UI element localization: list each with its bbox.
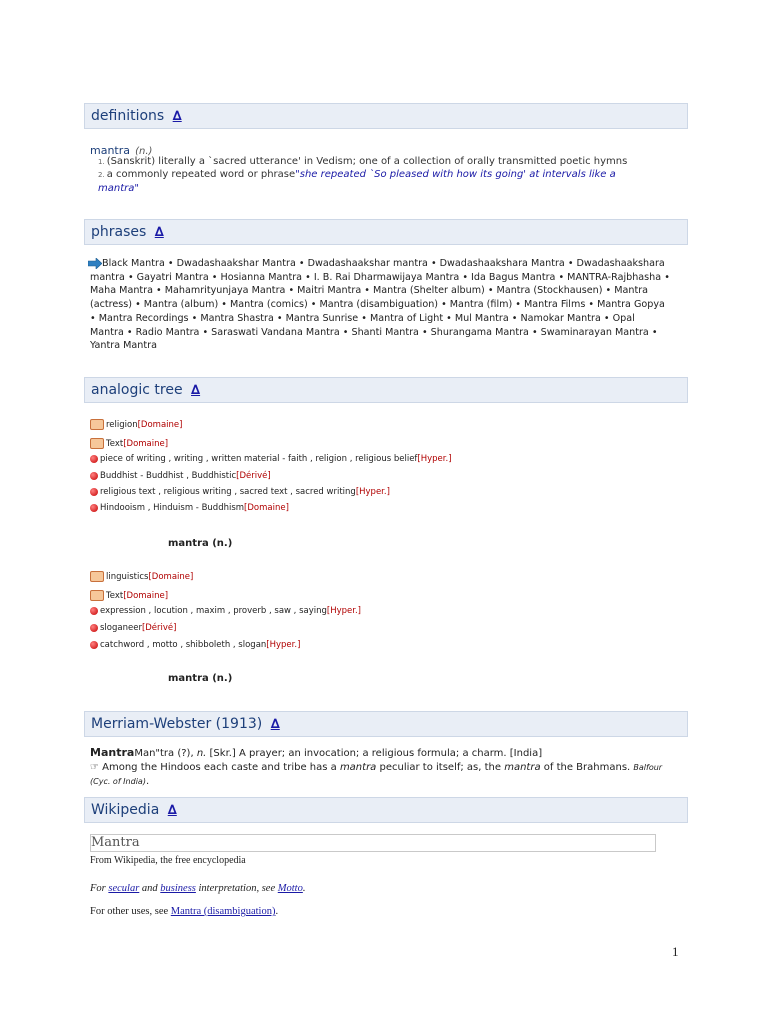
folder-icon bbox=[90, 571, 104, 582]
definition-item bbox=[98, 168, 658, 195]
mw-source: Balfour (Cyc. of India) bbox=[90, 763, 663, 786]
up-arrow-link[interactable]: ∆ bbox=[154, 225, 164, 240]
mw-pronunciation: Man"tra (?), bbox=[134, 748, 197, 759]
folder-icon bbox=[90, 590, 104, 601]
tree-row[interactable]: religion[Domaine] bbox=[90, 418, 182, 432]
section-header-definitions bbox=[84, 103, 688, 129]
section-title: Merriam-Webster (1913) bbox=[91, 716, 263, 732]
page-number: 1 bbox=[672, 944, 679, 959]
tree-center-word: mantra (n.) bbox=[168, 538, 233, 549]
headword: mantra bbox=[90, 144, 131, 157]
tree-row[interactable]: sloganeer[Dérivé] bbox=[90, 621, 176, 635]
business-link[interactable]: business bbox=[160, 883, 196, 894]
mw-headword: Mantra bbox=[90, 746, 135, 759]
section-header-analogic-tree bbox=[84, 377, 688, 403]
tree-row[interactable]: catchword , motto , shibboleth , slogan[Hyper.] bbox=[90, 638, 300, 652]
section-title: phrases bbox=[91, 224, 147, 240]
bullet-dot-icon bbox=[90, 607, 98, 615]
up-arrow-link[interactable]: ∆ bbox=[172, 109, 182, 124]
phrases-list bbox=[90, 257, 670, 353]
tree-row[interactable]: expression , locution , maxim , proverb , saw , saying[Hyper.] bbox=[90, 604, 361, 618]
definition-item bbox=[98, 155, 658, 169]
bullet-dot-icon bbox=[90, 504, 98, 512]
section-header-merriam-webster bbox=[84, 711, 688, 737]
section-header-phrases bbox=[84, 219, 688, 245]
up-arrow-link[interactable]: ∆ bbox=[167, 803, 177, 818]
mw-definition: [Skr.] A prayer; an invocation; a religious formula; a charm. [India] bbox=[206, 748, 543, 759]
wiki-hatnote: For secular and business interpretation, see Motto. bbox=[90, 883, 306, 894]
tree-row[interactable]: Text[Domaine] bbox=[90, 589, 168, 603]
definition-example: "she repeated `So pleased with how its going' at intervals like a mantra" bbox=[98, 169, 616, 194]
up-arrow-link[interactable]: ∆ bbox=[270, 717, 280, 732]
mw-entry: MantraMan"tra (?), n. [Skr.] A prayer; an invocation; a religious formula; a charm. [India] ☞ Among the Hindoos each caste and tribe has a mantra peculiar to itself; as, the mantra of the Brahmans. Balfour (Cyc. of India). bbox=[90, 746, 663, 787]
bullet-dot-icon bbox=[90, 455, 98, 463]
tree-row[interactable]: Buddhist - Buddhist , Buddhistic[Dérivé] bbox=[90, 469, 271, 483]
folder-icon bbox=[90, 419, 104, 430]
disambiguation-link[interactable]: Mantra (disambiguation) bbox=[170, 906, 276, 917]
up-arrow-link[interactable]: ∆ bbox=[191, 383, 201, 398]
tree-row[interactable]: Hindooism , Hinduism - Buddhism[Domaine] bbox=[90, 501, 289, 515]
arrow-right-icon bbox=[88, 258, 102, 269]
section-title: definitions bbox=[91, 108, 165, 124]
tree-row[interactable]: piece of writing , writing , written material - faith , religion , religious belief[Hyper.] bbox=[90, 452, 452, 466]
wiki-other-uses: For other uses, see Mantra (disambiguation). bbox=[90, 906, 279, 917]
folder-icon bbox=[90, 438, 104, 449]
wiki-tagline: From Wikipedia, the free encyclopedia bbox=[90, 855, 246, 866]
definition-number: 2. bbox=[98, 171, 105, 179]
definition-text: (Sanskrit) literally a `sacred utterance' in Vedism; one of a collection of orally transmitted poetic hymns bbox=[106, 156, 628, 167]
tree-row[interactable]: linguistics[Domaine] bbox=[90, 570, 193, 584]
part-of-speech: (n.) bbox=[135, 146, 153, 157]
secular-link[interactable]: secular bbox=[108, 883, 140, 894]
mw-quote: ☞ Among the Hindoos each caste and tribe has a bbox=[90, 762, 340, 773]
motto-link[interactable]: Motto bbox=[277, 883, 303, 894]
wiki-article-title: Mantra bbox=[90, 834, 656, 852]
tree-row[interactable]: Text[Domaine] bbox=[90, 437, 168, 451]
mw-pos: n. bbox=[196, 748, 207, 759]
section-title: analogic tree bbox=[91, 382, 183, 398]
bullet-dot-icon bbox=[90, 488, 98, 496]
phrases-text[interactable]: Black Mantra • Dwadashaakshar Mantra • Dwadashaakshar mantra • Dwadashaakshara Mantra • Dwadashaakshara mantra • Gayatri Mantra • Hosianna Mantra • I. B. Rai Dharmawijaya Mantra • Ida Bagus Mantra • MANTRA-Rajbhasha • Maha Mantra • Mahamrityunjaya Mantra • Maitri Mantra • Mantra (Shelter album) • Mantra (Stockhausen) • Mantra (actress) • Mantra (album) • Mantra (comics) • Mantra (disambiguation) • Mantra (film) • Mantra Films • Mantra Gopya • Mantra Recordings • Mantra Shastra • Mantra Sunrise • Mantra of Light • Mul Mantra • Namokar Mantra • Opal Mantra • Radio Mantra • Saraswati Vandana Mantra • Shanti Mantra • Shurangama Mantra • Swaminarayan Mantra • Yantra Mantra bbox=[90, 258, 670, 352]
bullet-dot-icon bbox=[90, 641, 98, 649]
bullet-dot-icon bbox=[90, 624, 98, 632]
definition-number: 1. bbox=[98, 158, 105, 166]
bullet-dot-icon bbox=[90, 472, 98, 480]
tree-center-word: mantra (n.) bbox=[168, 673, 233, 684]
section-header-wikipedia bbox=[84, 797, 688, 823]
section-title: Wikipedia bbox=[91, 802, 160, 818]
definition-text: a commonly repeated word or phrase bbox=[106, 169, 296, 180]
tree-row[interactable]: religious text , religious writing , sacred text , sacred writing[Hyper.] bbox=[90, 485, 390, 499]
